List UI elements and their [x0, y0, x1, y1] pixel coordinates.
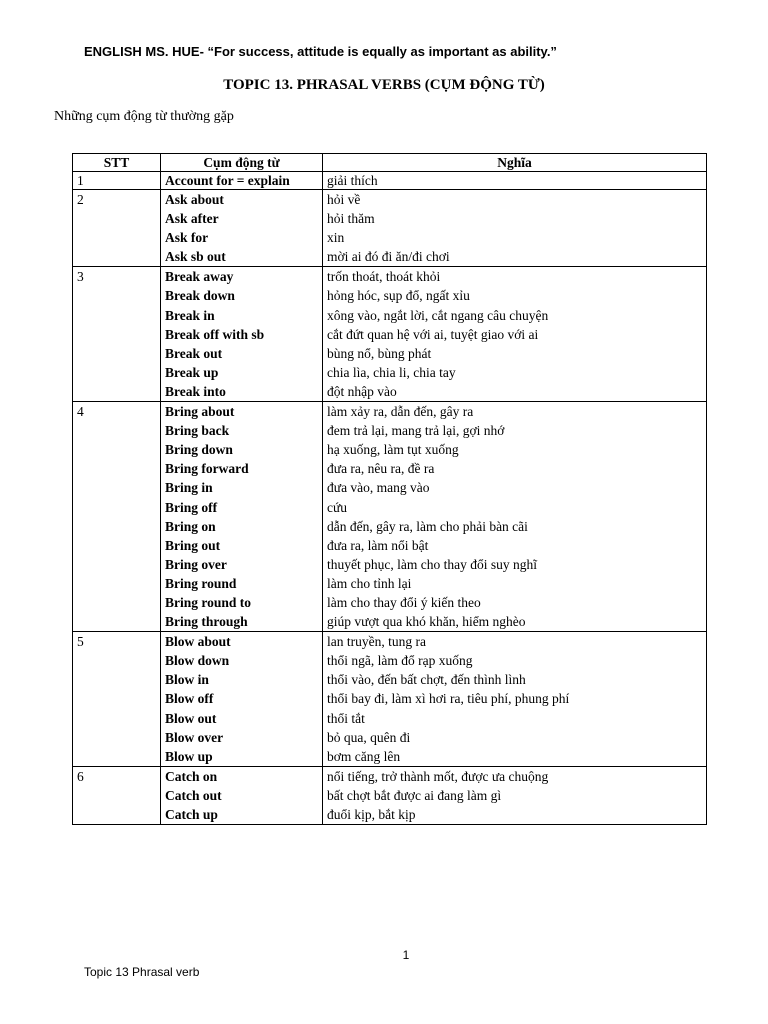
meaning: đưa vào, mang vào — [327, 480, 430, 496]
meaning: xin — [327, 230, 345, 246]
footer-text: Topic 13 Phrasal verb — [84, 965, 200, 979]
page-title: TOPIC 13. PHRASAL VERBS (CỤM ĐỘNG TỪ) — [223, 77, 545, 93]
phrasal-verb: Break away — [165, 269, 234, 285]
meaning: hạ xuống, làm tụt xuống — [327, 442, 459, 458]
intro-text: Những cụm động từ thường gặp — [54, 109, 234, 124]
stt-number: 1 — [77, 173, 84, 188]
meaning: thổi vào, đến bất chợt, đến thình lình — [327, 672, 526, 688]
meaning: mời ai đó đi ăn/đi chơi — [327, 249, 450, 265]
table-header-row — [73, 154, 707, 172]
meaning: hỏi thăm — [327, 211, 375, 227]
meaning: cắt đứt quan hệ với ai, tuyệt giao với ai — [327, 326, 539, 342]
stt-cell — [73, 402, 161, 632]
stt-cell — [73, 766, 161, 824]
phrasal-verb: Bring round to — [165, 594, 252, 610]
stt-number: 2 — [77, 192, 84, 207]
meaning: thổi ngã, làm đổ rạp xuống — [327, 653, 473, 669]
phrasal-verb: Break off with sb — [165, 326, 265, 342]
phrasal-verb: Bring out — [165, 537, 221, 553]
meaning-cell — [323, 267, 707, 402]
phrasal-verb: Break down — [165, 288, 235, 304]
stt-number: 6 — [77, 768, 84, 784]
header-meaning: Nghĩa — [323, 154, 707, 172]
meaning: xông vào, ngắt lời, cắt ngang câu chuyện — [327, 307, 549, 323]
phrasal-verb-cell — [161, 632, 323, 767]
phrasal-verb: Bring off — [165, 499, 218, 515]
phrasal-verb-cell — [161, 402, 323, 632]
meaning: bơm căng lên — [327, 748, 401, 764]
page-number: 1 — [402, 948, 410, 962]
meaning: làm cho thay đổi ý kiến theo — [327, 594, 481, 610]
stt-cell — [73, 172, 161, 190]
meaning: đột nhập vào — [327, 383, 397, 399]
header-stt: STT — [73, 154, 161, 172]
meaning: đem trả lại, mang trả lại, gợi nhớ — [327, 423, 505, 439]
phrasal-verb: Bring back — [165, 423, 230, 439]
meaning-cell — [323, 402, 707, 632]
stt-cell — [73, 632, 161, 767]
table-row — [73, 172, 707, 190]
table-row — [73, 190, 707, 267]
table-row — [73, 766, 707, 824]
meaning-cell — [323, 632, 707, 767]
phrasal-verb: Catch out — [165, 787, 222, 803]
meaning: đưa ra, nêu ra, đề ra — [327, 461, 435, 477]
meaning-cell — [323, 766, 707, 824]
meaning: hỏi về — [327, 192, 361, 207]
phrasal-verb: Blow down — [165, 653, 230, 669]
phrasal-verb: Ask for — [165, 230, 209, 246]
phrasal-verb-cell — [161, 766, 323, 824]
phrasal-verb: Ask after — [165, 211, 219, 227]
phrasal-verb: Bring down — [165, 442, 233, 458]
phrasal-verb: Bring on — [165, 518, 216, 534]
meaning-cell — [323, 172, 707, 190]
phrasal-verb-cell — [161, 172, 323, 190]
phrasal-verb: Catch on — [165, 768, 218, 784]
phrasal-verb: Ask sb out — [165, 249, 226, 265]
meaning: bùng nổ, bùng phát — [327, 345, 432, 361]
meaning: bỏ qua, quên đi — [327, 729, 411, 745]
phrasal-verb-cell — [161, 267, 323, 402]
phrasal-verb: Blow off — [165, 691, 214, 707]
stt-number: 3 — [77, 269, 84, 285]
header-phrasal-verb: Cụm động từ — [161, 154, 323, 172]
stt-number: 4 — [77, 404, 84, 420]
stt-cell — [73, 190, 161, 267]
meaning: giải thích — [327, 173, 378, 188]
meaning: làm xảy ra, dẫn đến, gây ra — [327, 404, 474, 420]
phrasal-verb: Account for = explain — [165, 173, 290, 188]
meaning: dẫn đến, gây ra, làm cho phải bàn cãi — [327, 518, 528, 534]
phrasal-verb-cell — [161, 190, 323, 267]
stt-cell — [73, 267, 161, 402]
phrasal-verb: Bring about — [165, 404, 235, 420]
meaning: thổi tắt — [327, 710, 365, 726]
meaning: thổi bay đi, làm xì hơi ra, tiêu phí, phung phí — [327, 691, 570, 707]
phrasal-verb: Bring over — [165, 556, 227, 572]
phrasal-verb: Bring round — [165, 575, 237, 591]
phrasal-verb: Break out — [165, 345, 223, 361]
phrasal-verb: Bring forward — [165, 461, 249, 477]
meaning: nổi tiếng, trở thành mốt, được ưa chuộng — [327, 768, 549, 784]
phrasal-verb: Blow in — [165, 672, 209, 688]
meaning: lan truyền, tung ra — [327, 634, 426, 650]
table-row — [73, 632, 707, 767]
phrasal-verb: Blow over — [165, 729, 224, 745]
meaning: bất chợt bắt được ai đang làm gì — [327, 787, 502, 803]
document-header: ENGLISH MS. HUE- “For success, attitude is equally as important as ability.” — [84, 44, 557, 59]
phrasal-verb: Blow out — [165, 710, 217, 726]
phrasal-verb: Break into — [165, 383, 226, 399]
meaning: làm cho tỉnh lại — [327, 575, 412, 591]
phrasal-verb: Break in — [165, 307, 215, 323]
meaning: chia lìa, chia li, chia tay — [327, 364, 456, 380]
phrasal-verb: Catch up — [165, 807, 218, 822]
phrasal-verb: Blow about — [165, 634, 231, 650]
table-row — [73, 267, 707, 402]
phrasal-verb: Blow up — [165, 748, 213, 764]
phrasal-verb: Ask about — [165, 192, 224, 207]
meaning-cell — [323, 190, 707, 267]
stt-number: 5 — [77, 634, 84, 650]
meaning: giúp vượt qua khó khăn, hiểm nghèo — [327, 614, 526, 630]
phrasal-verb: Break up — [165, 364, 219, 380]
phrasal-verbs-table — [72, 153, 707, 825]
phrasal-verb: Bring in — [165, 480, 213, 496]
phrasal-verb: Bring through — [165, 614, 248, 630]
table-row — [73, 402, 707, 632]
meaning: trốn thoát, thoát khỏi — [327, 269, 441, 285]
meaning: thuyết phục, làm cho thay đổi suy nghĩ — [327, 556, 537, 572]
meaning: hỏng hóc, sụp đổ, ngất xỉu — [327, 288, 470, 304]
meaning: đưa ra, làm nổi bật — [327, 537, 429, 553]
meaning: đuổi kịp, bắt kịp — [327, 807, 416, 822]
meaning: cứu — [327, 499, 348, 515]
table-body — [73, 172, 707, 825]
